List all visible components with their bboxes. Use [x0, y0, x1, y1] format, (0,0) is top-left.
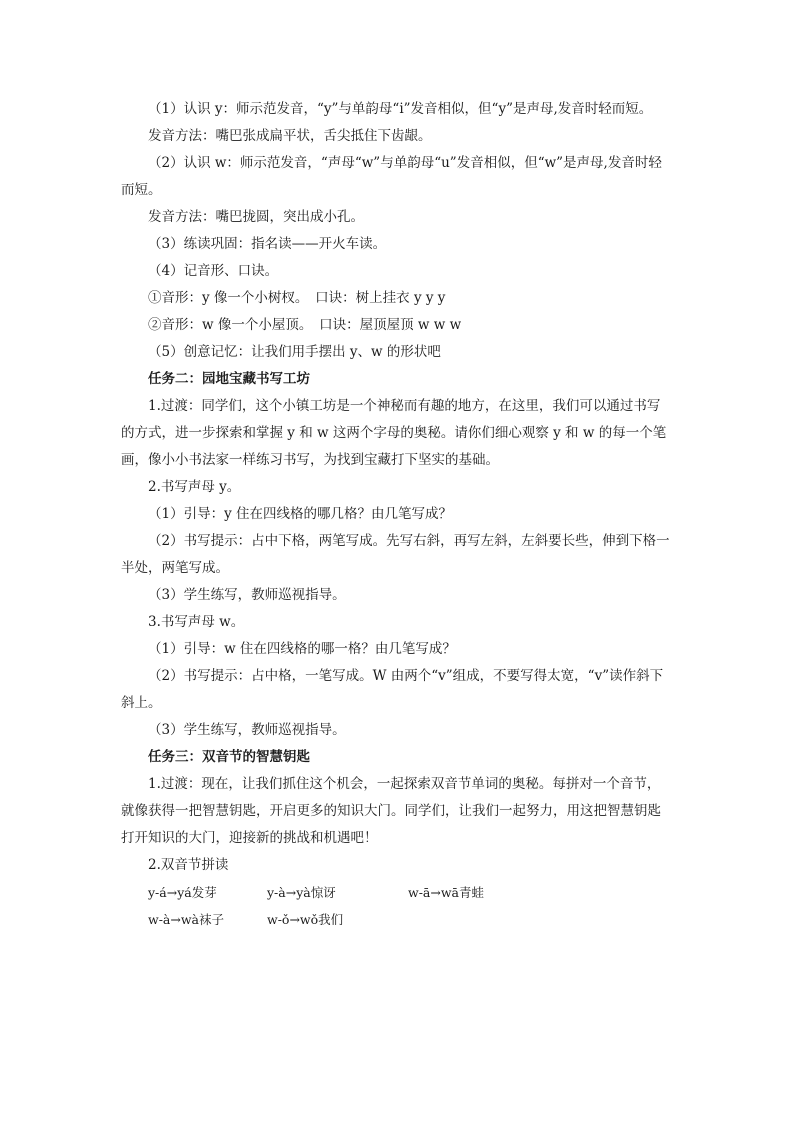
paragraph-tip-w: （2）书写提示：占中格，一笔写成。W 由两个“v”组成，不要写得太宽，“v”读作斜下斜上。	[121, 668, 664, 711]
heading-task-two: 任务二：园地宝藏书写工坊	[148, 371, 310, 387]
paragraph-practice: （3）练读巩固：指名读——开火车读。	[148, 236, 387, 252]
paragraph-shape-w: ②音形：w 像一个小屋顶。 口诀：屋顶屋顶 w w w	[148, 317, 462, 333]
paragraph-transition-1: 1.过渡：同学们，这个小镇工坊是一个神秘而有趣的地方，在这里，我们可以通过书写的方式，进一步探索和掌握 y 和 w 这两个字母的奥秘。请你们细心观察 y 和 w 的每一个笔画，像小小书法家一样练习书写，为找到宝藏打下坚实的基础。	[121, 398, 667, 468]
syllable-item: w-ā→wā青蛙	[408, 885, 485, 900]
paragraph-practice-w: （3）学生练写，教师巡视指导。	[148, 722, 346, 738]
paragraph-transition-2: 1.过渡：现在，让我们抓住这个机会，一起探索双音节单词的奥秘。每拼对一个音节，就像获得一把智慧钥匙，开启更多的知识大门。同学们，让我们一起努力，用这把智慧钥匙打开知识的大门，迎接新的挑战和机遇吧！	[121, 776, 661, 846]
paragraph-method-w: 发音方法：嘴巴拢圆，突出成小孔。	[148, 209, 364, 225]
syllable-item: y-à→yà惊讶	[267, 885, 336, 900]
paragraph-recognize-y: （1）认识 y：师示范发音，“y”与单韵母“i”发音相似，但“y”是声母,发音时轻而短。	[148, 101, 653, 117]
document-body	[121, 96, 673, 933]
paragraph-memorize: （4）记音形、口诀。	[148, 263, 279, 279]
heading-task-three: 任务三：双音节的智慧钥匙	[148, 749, 310, 765]
syllable-item: y-á→yá发芽	[148, 885, 217, 900]
paragraph-syllable-reading: 2.双音节拼读	[148, 857, 229, 873]
paragraph-guide-y: （1）引导：y 住在四线格的哪几格？由几笔写成？	[148, 506, 453, 522]
paragraph-method-y: 发音方法：嘴巴张成扁平状，舌尖抵住下齿龈。	[148, 128, 432, 144]
paragraph-shape-y: ①音形：y 像一个小树杈。 口诀：树上挂衣 y y y	[148, 290, 446, 306]
paragraph-tip-y: （2）书写提示：占中下格，两笔写成。先写右斜，再写左斜，左斜要长些，伸到下格一半处，两笔写成。	[121, 533, 670, 576]
paragraph-creative: （5）创意记忆：让我们用手摆出 y、w 的形状吧	[148, 344, 441, 360]
paragraph-practice-y: （3）学生练写，教师巡视指导。	[148, 587, 346, 603]
syllable-row-1	[121, 879, 673, 906]
syllable-item: w-à→wà袜子	[148, 912, 225, 927]
paragraph-write-y: 2.书写声母 y。	[148, 479, 241, 495]
paragraph-recognize-w: （2）认识 w：师示范发音，“声母“w”与单韵母“u”发音相似，但“w”是声母,发音时轻而短。	[121, 155, 662, 198]
paragraph-write-w: 3.书写声母 w。	[148, 614, 245, 630]
syllable-row-2	[121, 906, 673, 933]
paragraph-guide-w: （1）引导：w 住在四线格的哪一格？由几笔写成？	[148, 641, 456, 657]
syllable-item: w-ǒ→wǒ我们	[267, 912, 344, 927]
